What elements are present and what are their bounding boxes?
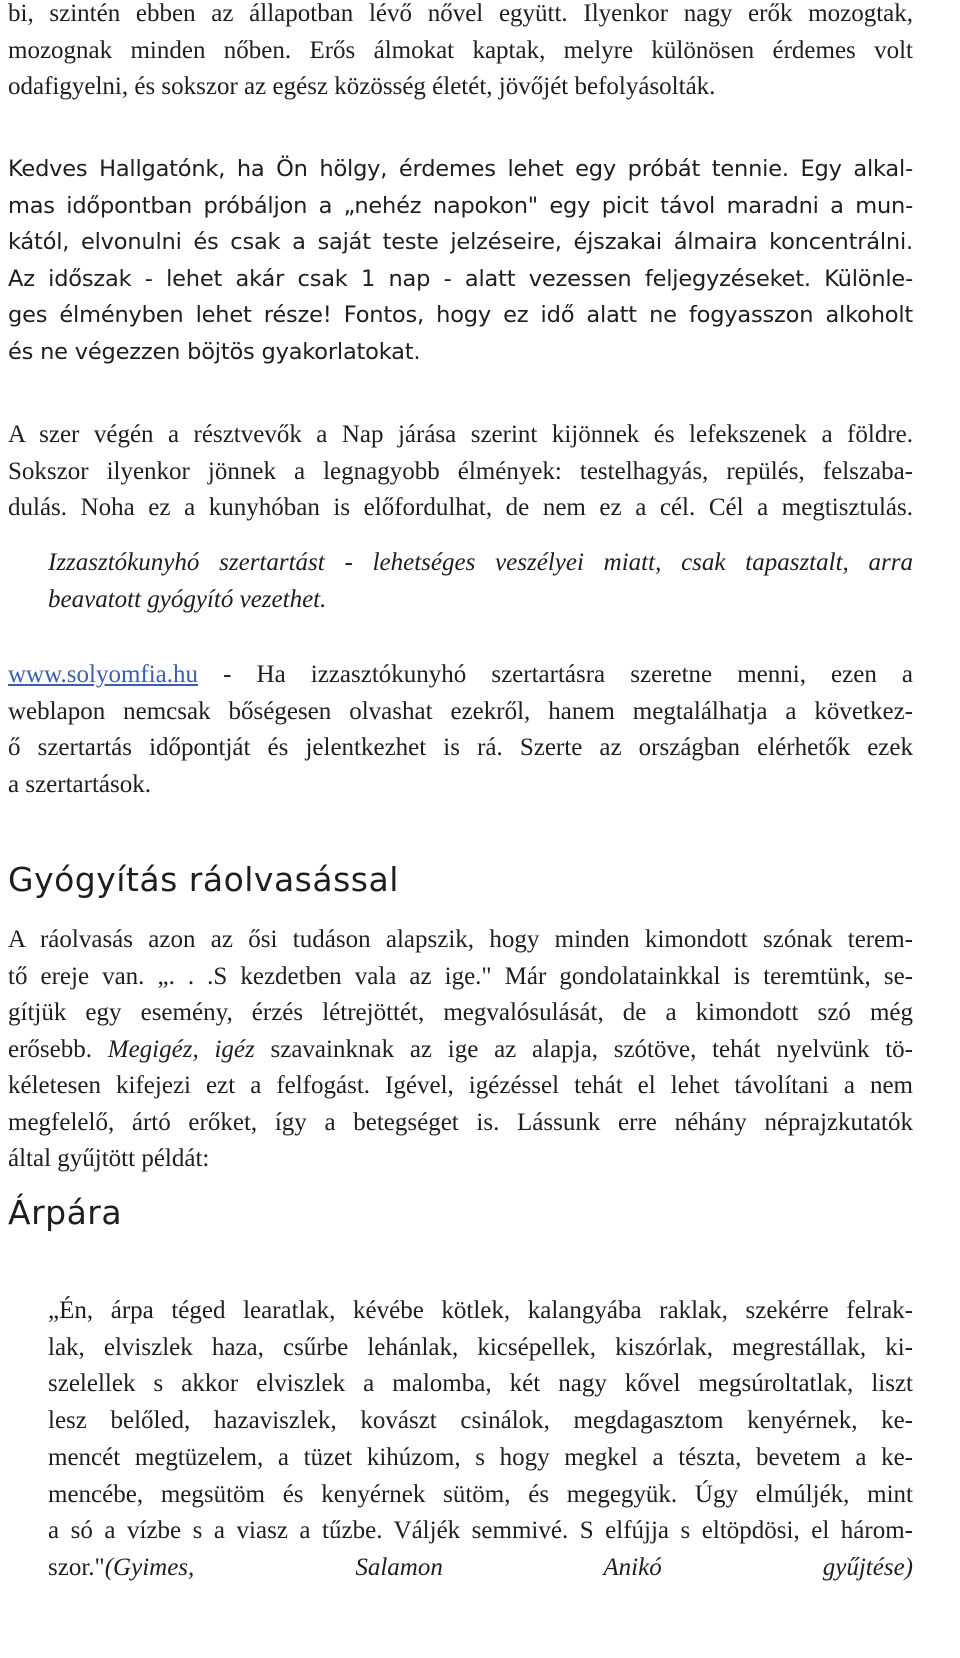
- verse-line: a só a vízbe s a viasz a tűzbe. Váljék semmivé. S elfújja s eltöpdösi, el három-: [48, 1517, 913, 1545]
- subsection-heading: Árpára: [8, 1193, 123, 1232]
- text-line: A ráolvasás azon az ősi tudáson alapszik, hogy minden kimondott szónak terem-: [8, 926, 913, 953]
- verse-end: szor.": [48, 1553, 105, 1581]
- verse-line: „Én, árpa téged learatlak, kévébe kötlek, kalangyába raklak, szekérre felrak-: [48, 1297, 913, 1324]
- incantation-paragraph: [8, 922, 913, 1178]
- website-link[interactable]: www.solyomfia.hu: [8, 661, 199, 688]
- text-line: és ne végezzen böjtös gyakorlatokat.: [8, 338, 421, 365]
- text-line: megfelelő, ártó erőket, így a betegséget is. Lássunk erre néhány néprajzkutatók: [8, 1108, 913, 1136]
- text-line: által gyűjtött példát:: [8, 1145, 210, 1172]
- listeners-paragraph: [8, 151, 913, 371]
- emphasized-words: Megigéz, igéz: [107, 1035, 255, 1063]
- source-credit: (Gyimes, Salamon Anikó gyűjtése): [104, 1553, 913, 1581]
- ceremony-paragraph: [8, 417, 913, 527]
- verse-line: lesz belőled, hazaviszlek, kovászt csinálok, megdagasztom kenyérnek, ke-: [48, 1407, 913, 1435]
- text-line: mozognak minden nőben. Erős álmokat kaptak, melyre különösen érdemes volt: [8, 36, 913, 64]
- website-paragraph: [8, 657, 913, 803]
- text-line: kától, elvonulni és csak a saját teste jelzéseire, éjszakai álmaira koncentrálni.: [8, 229, 913, 256]
- verse-line: lak, elviszlek haza, csűrbe lehánlak, kicsépellek, kiszórlak, megrestállak, ki-: [48, 1333, 913, 1361]
- text-line: odafigyelni, és sokszor az egész közösség életét, jövőjét befolyásolták.: [8, 73, 716, 100]
- text-line: mas időpontban próbáljon a „nehéz napokon" egy picit távol maradni a mun-: [8, 192, 913, 219]
- text-line: kéletesen kifejezi ezt a felfogást. Igével, igézéssel tehát el lehet távolítani a nem: [8, 1072, 913, 1099]
- text-line: Izzasztókunyhó szertartást - lehetséges veszélyei miatt, csak tapasztalt, arra: [48, 549, 913, 576]
- text-line: a szertartások.: [8, 770, 151, 798]
- text-line: weblapon nemcsak bőségesen olvashat ezekről, hanem megtalálhatja a következ-: [8, 697, 913, 725]
- text-line: dulás. Noha ez a kunyhóban is előfordulhat, de nem ez a cél. Cél a megtisztulás.: [8, 494, 913, 521]
- text-line: bi, szintén ebben az állapotban lévő nővel együtt. Ilyenkor nagy erők mozogtak,: [8, 0, 913, 27]
- verse-line: mencét megtüzelem, a tüzet kihúzom, s hogy megkel a tészta, bevetem a ke-: [48, 1443, 913, 1471]
- verse-line: szelellek s akkor elviszlek a malomba, két nagy kővel megsúroltatlak, liszt: [48, 1370, 913, 1398]
- text-line: gítjük egy esemény, érzés létrejöttét, megvalósulását, de a kimondott szó még: [8, 999, 913, 1026]
- text-line: tő ereje van. „. . .S kezdetben vala az ige." Már gondolatainkkal is teremtünk, se-: [8, 962, 913, 990]
- text-line: Sokszor ilyenkor jönnek a legnagyobb élmények: testelhagyás, repülés, felszaba-: [8, 457, 913, 485]
- text-line: ges élményben lehet része! Fontos, hogy ez idő alatt ne fogyasszon alkoholt: [8, 302, 913, 329]
- verse-line: mencébe, megsütöm és kenyérnek sütöm, és megegyük. Úgy elmúljék, mint: [48, 1480, 913, 1508]
- text-line: ő szertartás időpontját és jelentkezhet is rá. Szerte az országban elérhetők ezek: [8, 734, 913, 761]
- line-rest: szavainknak az ige az alapja, szótöve, tehát nyelvünk tö-: [254, 1035, 914, 1063]
- text-line: [8, 657, 913, 694]
- text-line: [8, 1032, 913, 1069]
- link-line-text: - Ha izzasztókunyhó szertartásra szeretne menni, ezen a: [198, 661, 913, 688]
- incantation-text: [48, 1293, 913, 1587]
- text-line: A szer végén a résztvevők a Nap járása szerint kijönnek és lefekszenek a földre.: [8, 421, 913, 448]
- line-lead: erősebb.: [8, 1035, 108, 1063]
- warning-note: [48, 544, 913, 618]
- verse-line-final: [48, 1550, 913, 1587]
- text-line: Kedves Hallgatónk, ha Ön hölgy, érdemes lehet egy próbát tennie. Egy alkal-: [8, 156, 913, 182]
- section-heading: Gyógyítás ráolvasással: [8, 860, 399, 899]
- intro-paragraph: [8, 0, 913, 106]
- text-line: beavatott gyógyító vezethet.: [48, 586, 327, 613]
- text-line: Az időszak - lehet akár csak 1 nap - alatt vezessen feljegyzéseket. Különle-: [8, 265, 913, 292]
